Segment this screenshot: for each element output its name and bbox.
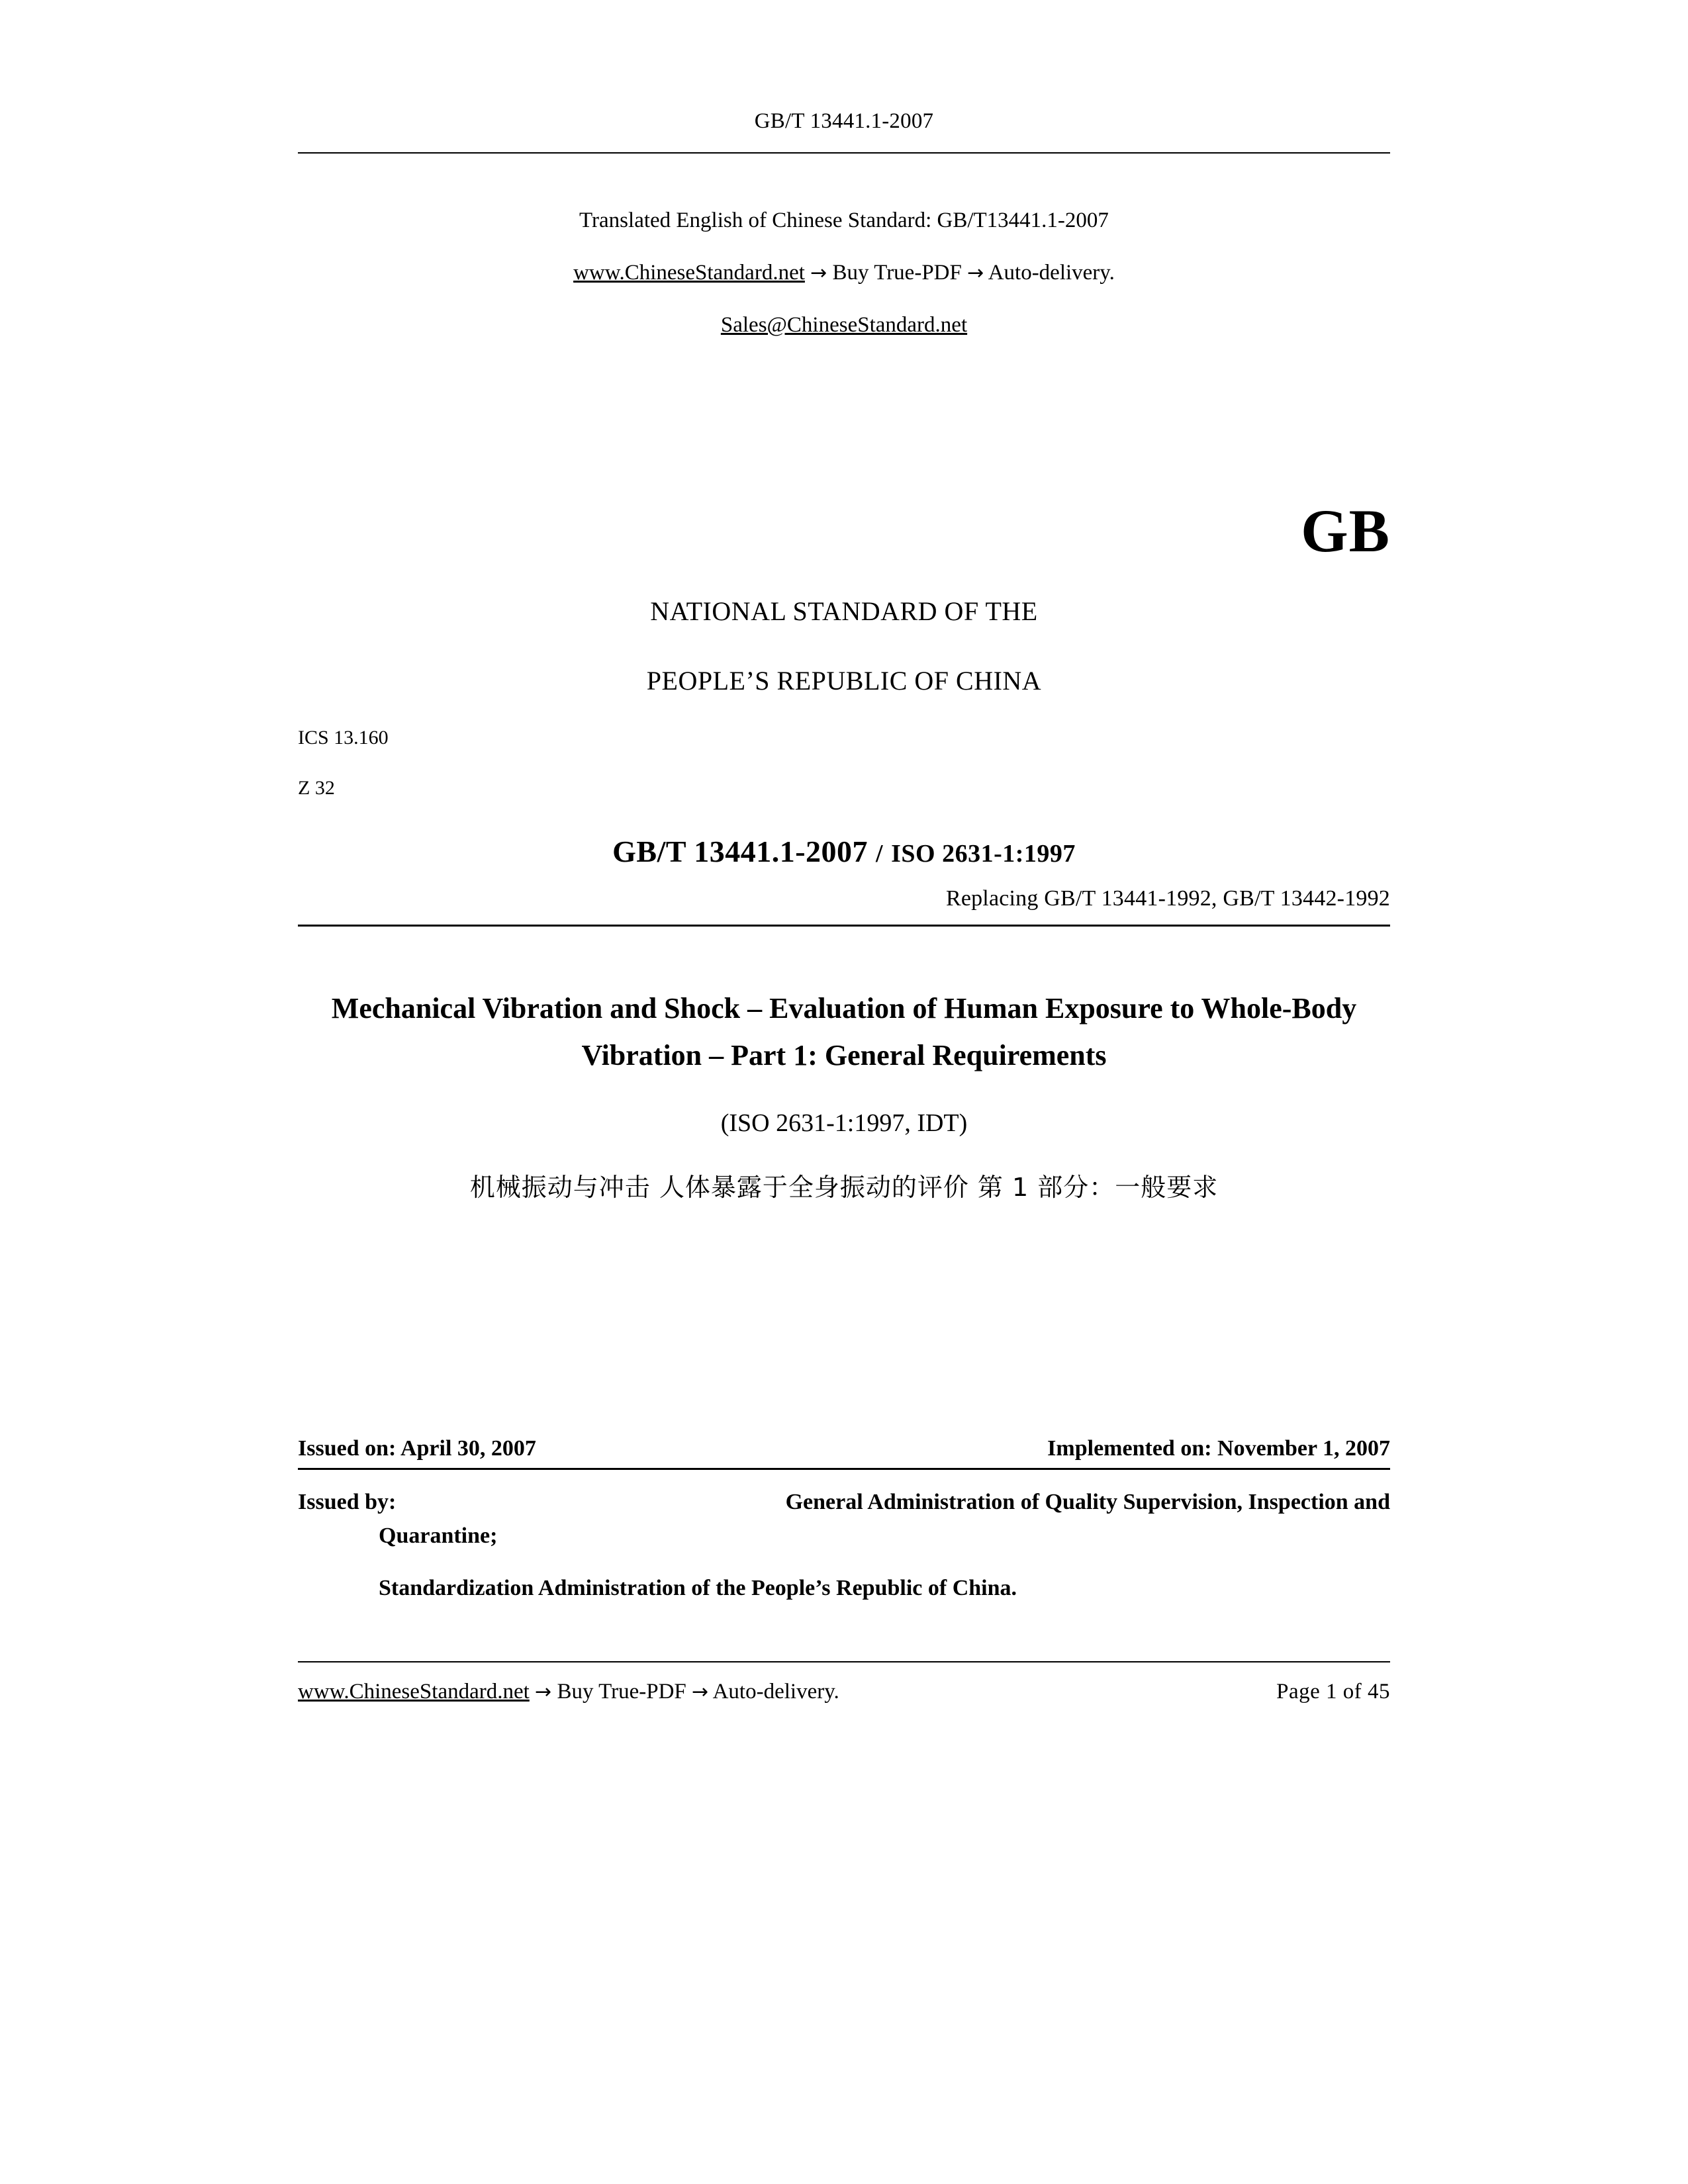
arrow-right-icon-2: → bbox=[967, 261, 984, 285]
promo-buy-text: Buy True-PDF bbox=[832, 261, 962, 285]
gb-mark: GB bbox=[1301, 497, 1390, 565]
issued-by-label: Issued by: bbox=[298, 1489, 397, 1514]
arrow-right-icon: → bbox=[810, 261, 827, 285]
standard-divider bbox=[298, 925, 1390, 927]
arrow-right-icon-4: → bbox=[692, 1680, 709, 1704]
implemented-on-date: Implemented on: November 1, 2007 bbox=[1047, 1435, 1390, 1461]
page-header bbox=[298, 0, 1390, 154]
issued-by-organization-1: General Administration of Quality Supervision, Inspection and bbox=[785, 1489, 1390, 1514]
issued-by-line-1 bbox=[298, 1486, 1390, 1518]
footer-page-label: Page bbox=[1276, 1680, 1321, 1704]
promo-purchase-line bbox=[298, 262, 1390, 284]
page-footer bbox=[298, 1680, 1390, 1704]
promo-email-line bbox=[298, 314, 1390, 336]
footer-delivery-text: Auto-delivery. bbox=[712, 1680, 839, 1704]
promo-translated-line bbox=[298, 210, 1390, 232]
classification-code: Z 32 bbox=[298, 777, 335, 799]
issue-divider bbox=[298, 1468, 1390, 1470]
footer-website-link[interactable]: www.ChineseStandard.net bbox=[298, 1680, 530, 1704]
footer-divider bbox=[298, 1661, 1390, 1662]
national-standard-line-1: NATIONAL STANDARD OF THE bbox=[650, 596, 1038, 626]
arrow-right-icon-3: → bbox=[535, 1680, 552, 1704]
iso-number: ISO 2631-1:1997 bbox=[891, 840, 1076, 868]
document-title: Mechanical Vibration and Shock – Evaluation of Human Exposure to Whole-Body Vibration – Part 1: General Requirements bbox=[331, 992, 1357, 1072]
issued-on-date: Issued on: April 30, 2007 bbox=[298, 1435, 536, 1461]
document-idt-note: (ISO 2631-1:1997, IDT) bbox=[720, 1109, 968, 1137]
national-standard-line-2: PEOPLE’S REPUBLIC OF CHINA bbox=[646, 666, 1042, 696]
promo-translated-text: Translated English of Chinese Standard: GB/T13441.1-2007 bbox=[579, 208, 1109, 232]
promo-delivery-text: Auto-delivery. bbox=[988, 261, 1115, 285]
footer-promo bbox=[298, 1680, 839, 1704]
iso-separator: / bbox=[876, 840, 884, 868]
standard-number-line bbox=[298, 834, 1390, 869]
footer-buy-text: Buy True-PDF bbox=[557, 1680, 686, 1704]
footer-page-number: 1 bbox=[1326, 1680, 1337, 1704]
promo-website-link[interactable]: www.ChineseStandard.net bbox=[573, 261, 805, 285]
page-content bbox=[298, 0, 1390, 2184]
issued-by-line-3: Standardization Administration of the People’s Republic of China. bbox=[379, 1576, 1017, 1601]
ics-code: ICS 13.160 bbox=[298, 727, 389, 749]
replacing-text: Replacing GB/T 13441-1992, GB/T 13442-1992 bbox=[945, 886, 1390, 911]
issue-dates-row bbox=[298, 1436, 1390, 1461]
footer-page-total: 45 bbox=[1368, 1680, 1390, 1704]
footer-of-label: of bbox=[1342, 1680, 1362, 1704]
document-title-chinese: 机械振动与冲击 人体暴露于全身振动的评价 第 1 部分：一般要求 bbox=[469, 1172, 1219, 1202]
promo-block bbox=[298, 210, 1390, 336]
header-divider bbox=[298, 152, 1390, 154]
issued-by-block bbox=[298, 1486, 1390, 1605]
issued-by-line-2: Quarantine; bbox=[379, 1523, 498, 1548]
footer-pagination bbox=[1276, 1680, 1390, 1704]
standard-number: GB/T 13441.1-2007 bbox=[612, 835, 868, 868]
header-doc-number: GB/T 13441.1-2007 bbox=[754, 109, 934, 133]
promo-email-link[interactable]: Sales@ChineseStandard.net bbox=[720, 313, 968, 337]
